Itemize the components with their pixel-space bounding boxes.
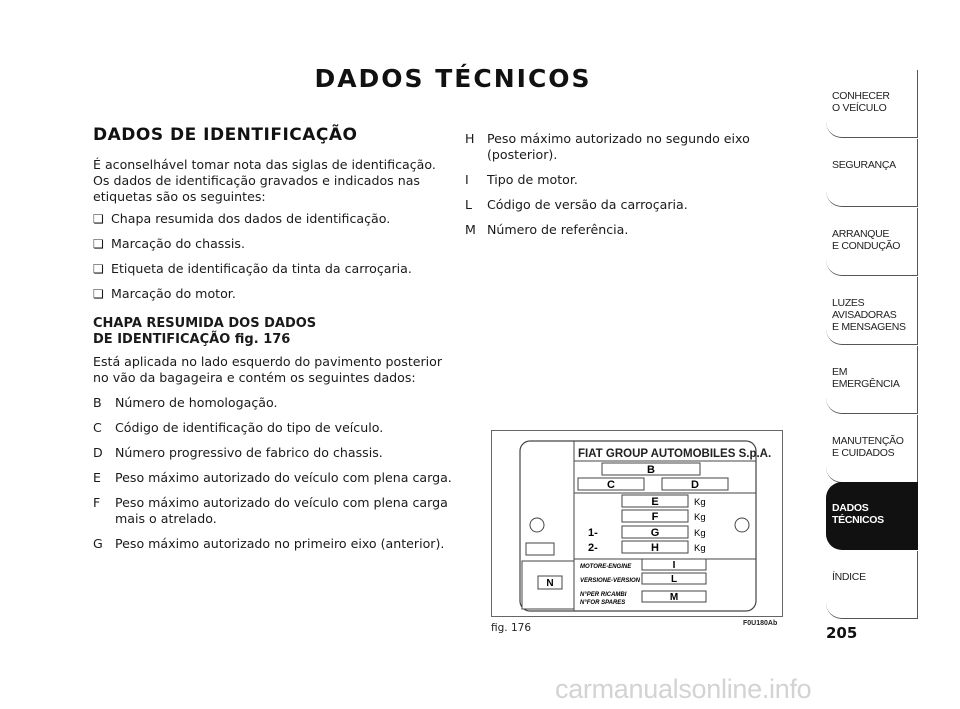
subsection-intro: Está aplicada no lado esquerdo do pavimento posterior no vão da bagageira e contém os seguintes dados:: [93, 354, 443, 385]
checkbox-bullet-icon: ❏: [93, 212, 104, 226]
right-column: [465, 131, 795, 247]
legend-text: Código de identificação do tipo de veículo.: [115, 420, 384, 435]
legend-text: Número de homologação.: [115, 395, 278, 410]
bullet-text: Marcação do chassis.: [111, 236, 245, 251]
bullet-text: Marcação do motor.: [111, 286, 236, 301]
bullet-item: [93, 261, 453, 277]
bullet-item: [93, 286, 453, 302]
field-f: F: [651, 511, 659, 523]
legend-text: Peso máximo autorizado no primeiro eixo (anterior).: [115, 536, 445, 551]
sidebar-tab[interactable]: [826, 346, 918, 414]
field-l: L: [670, 574, 678, 585]
axle-2-label: 2-: [588, 542, 598, 554]
identification-plate-drawing: [492, 431, 782, 616]
sidebar-tab-label: ÍNDICE: [832, 571, 866, 583]
field-i: I: [672, 560, 676, 571]
left-item-list: [93, 395, 453, 552]
sidebar-tab-label: CONHECER O VEÍCULO: [832, 90, 890, 114]
figure-caption: fig. 176: [491, 622, 531, 634]
field-n: N: [546, 578, 554, 589]
sidebar-tab-label: DADOS TÉCNICOS: [832, 502, 884, 526]
legend-key: M: [465, 222, 476, 237]
legend-key: I: [465, 172, 469, 187]
legend-item: [93, 495, 453, 527]
legend-key: C: [93, 420, 102, 435]
watermark: carmanualsonline.info: [555, 674, 812, 704]
legend-text: Código de versão da carroçaria.: [487, 197, 688, 212]
rivet-right: [735, 518, 749, 532]
sidebar-tab[interactable]: [826, 139, 918, 207]
legend-item: [93, 536, 453, 552]
sidebar-tab-label: EM EMERGÊNCIA: [832, 366, 900, 390]
bullet-text: Chapa resumida dos dados de identificação.: [111, 211, 391, 226]
legend-item: [465, 222, 795, 238]
sidebar-tab-label: MANUTENÇÃO E CUIDADOS: [832, 435, 904, 459]
legend-text: Peso máximo autorizado no segundo eixo (posterior).: [487, 131, 750, 162]
ricambi-label-2: N°FOR SPARES: [580, 600, 626, 606]
legend-item: [93, 420, 453, 436]
right-item-list: [465, 131, 795, 238]
legend-item: [93, 395, 453, 411]
field-d: D: [691, 479, 699, 491]
field-h: H: [651, 542, 659, 554]
motore-label: MOTORE-ENGINE: [580, 564, 632, 570]
legend-key: B: [93, 395, 102, 410]
sidebar-tab[interactable]: [826, 277, 918, 345]
page-number: 205: [826, 624, 858, 642]
identification-plate-figure: [491, 430, 783, 617]
subsection-title-line-2: DE IDENTIFICAÇÃO fig. 176: [93, 332, 291, 347]
legend-text: Peso máximo autorizado do veículo com plena carga mais o atrelado.: [115, 495, 448, 526]
legend-key: L: [465, 197, 473, 212]
page-title: DADOS TÉCNICOS: [314, 64, 592, 93]
sidebar-tab-label: ARRANQUE E CONDUÇÃO: [832, 228, 901, 252]
legend-key: H: [465, 131, 475, 146]
legend-text: Número de referência.: [487, 222, 629, 237]
bullet-text: Etiqueta de identificação da tinta da carroçaria.: [111, 261, 412, 276]
legend-item: [93, 445, 453, 461]
plate-small-box: [526, 543, 554, 555]
kg-e: Kg: [694, 497, 706, 508]
legend-text: Número progressivo de fabrico do chassis.: [115, 445, 383, 460]
kg-g: Kg: [694, 528, 706, 539]
legend-key: E: [93, 470, 101, 485]
checkbox-bullet-icon: ❏: [93, 237, 104, 251]
kg-h: Kg: [694, 543, 706, 554]
bullet-item: [93, 211, 453, 227]
checkbox-bullet-icon: ❏: [93, 262, 104, 276]
legend-text: Peso máximo autorizado do veículo com plena carga.: [115, 470, 452, 485]
checkbox-bullet-icon: ❏: [93, 287, 104, 301]
ricambi-label-1: N°PER RICAMBI: [580, 592, 627, 598]
subsection-title-line-1: CHAPA RESUMIDA DOS DADOS: [93, 316, 317, 331]
legend-item: [465, 197, 795, 213]
left-column: [93, 125, 453, 561]
sidebar-tab[interactable]: [826, 70, 918, 138]
legend-key: D: [93, 445, 103, 460]
sidebar-tab[interactable]: [826, 551, 918, 619]
sidebar-tab-label: SEGURANÇA: [832, 159, 896, 171]
field-e: E: [651, 496, 659, 508]
sidebar-tab-label: LUZES AVISADORAS E MENSAGENS: [832, 297, 906, 333]
rivet-left: [530, 518, 544, 532]
field-m: M: [669, 592, 679, 603]
figure-code: F0U180Ab: [743, 620, 778, 627]
legend-key: G: [93, 536, 103, 551]
bullet-list: [93, 211, 453, 302]
versione-label: VERSIONE-VERSION: [580, 578, 641, 584]
bullet-item: [93, 236, 453, 252]
subsection-title: [93, 316, 453, 348]
field-c: C: [607, 479, 615, 491]
legend-key: F: [93, 495, 101, 510]
legend-item: [465, 131, 795, 163]
legend-text: Tipo de motor.: [487, 172, 578, 187]
plate-title: FIAT GROUP AUTOMOBILES S.p.A.: [578, 448, 772, 460]
intro-text: É aconselhável tomar nota das siglas de identificação. Os dados de identificação gravados e indicados nas etiquetas são os seguintes:: [93, 157, 436, 204]
legend-item: [93, 470, 453, 486]
field-g: G: [650, 527, 660, 539]
field-b: B: [647, 464, 655, 476]
sidebar-tab[interactable]: [826, 482, 918, 550]
kg-f: Kg: [694, 512, 706, 523]
section-title: DADOS DE IDENTIFICAÇÃO: [93, 125, 358, 145]
axle-1-label: 1-: [588, 527, 598, 539]
sidebar-tab[interactable]: [826, 208, 918, 276]
legend-item: [465, 172, 795, 188]
sidebar-tab[interactable]: [826, 415, 918, 483]
